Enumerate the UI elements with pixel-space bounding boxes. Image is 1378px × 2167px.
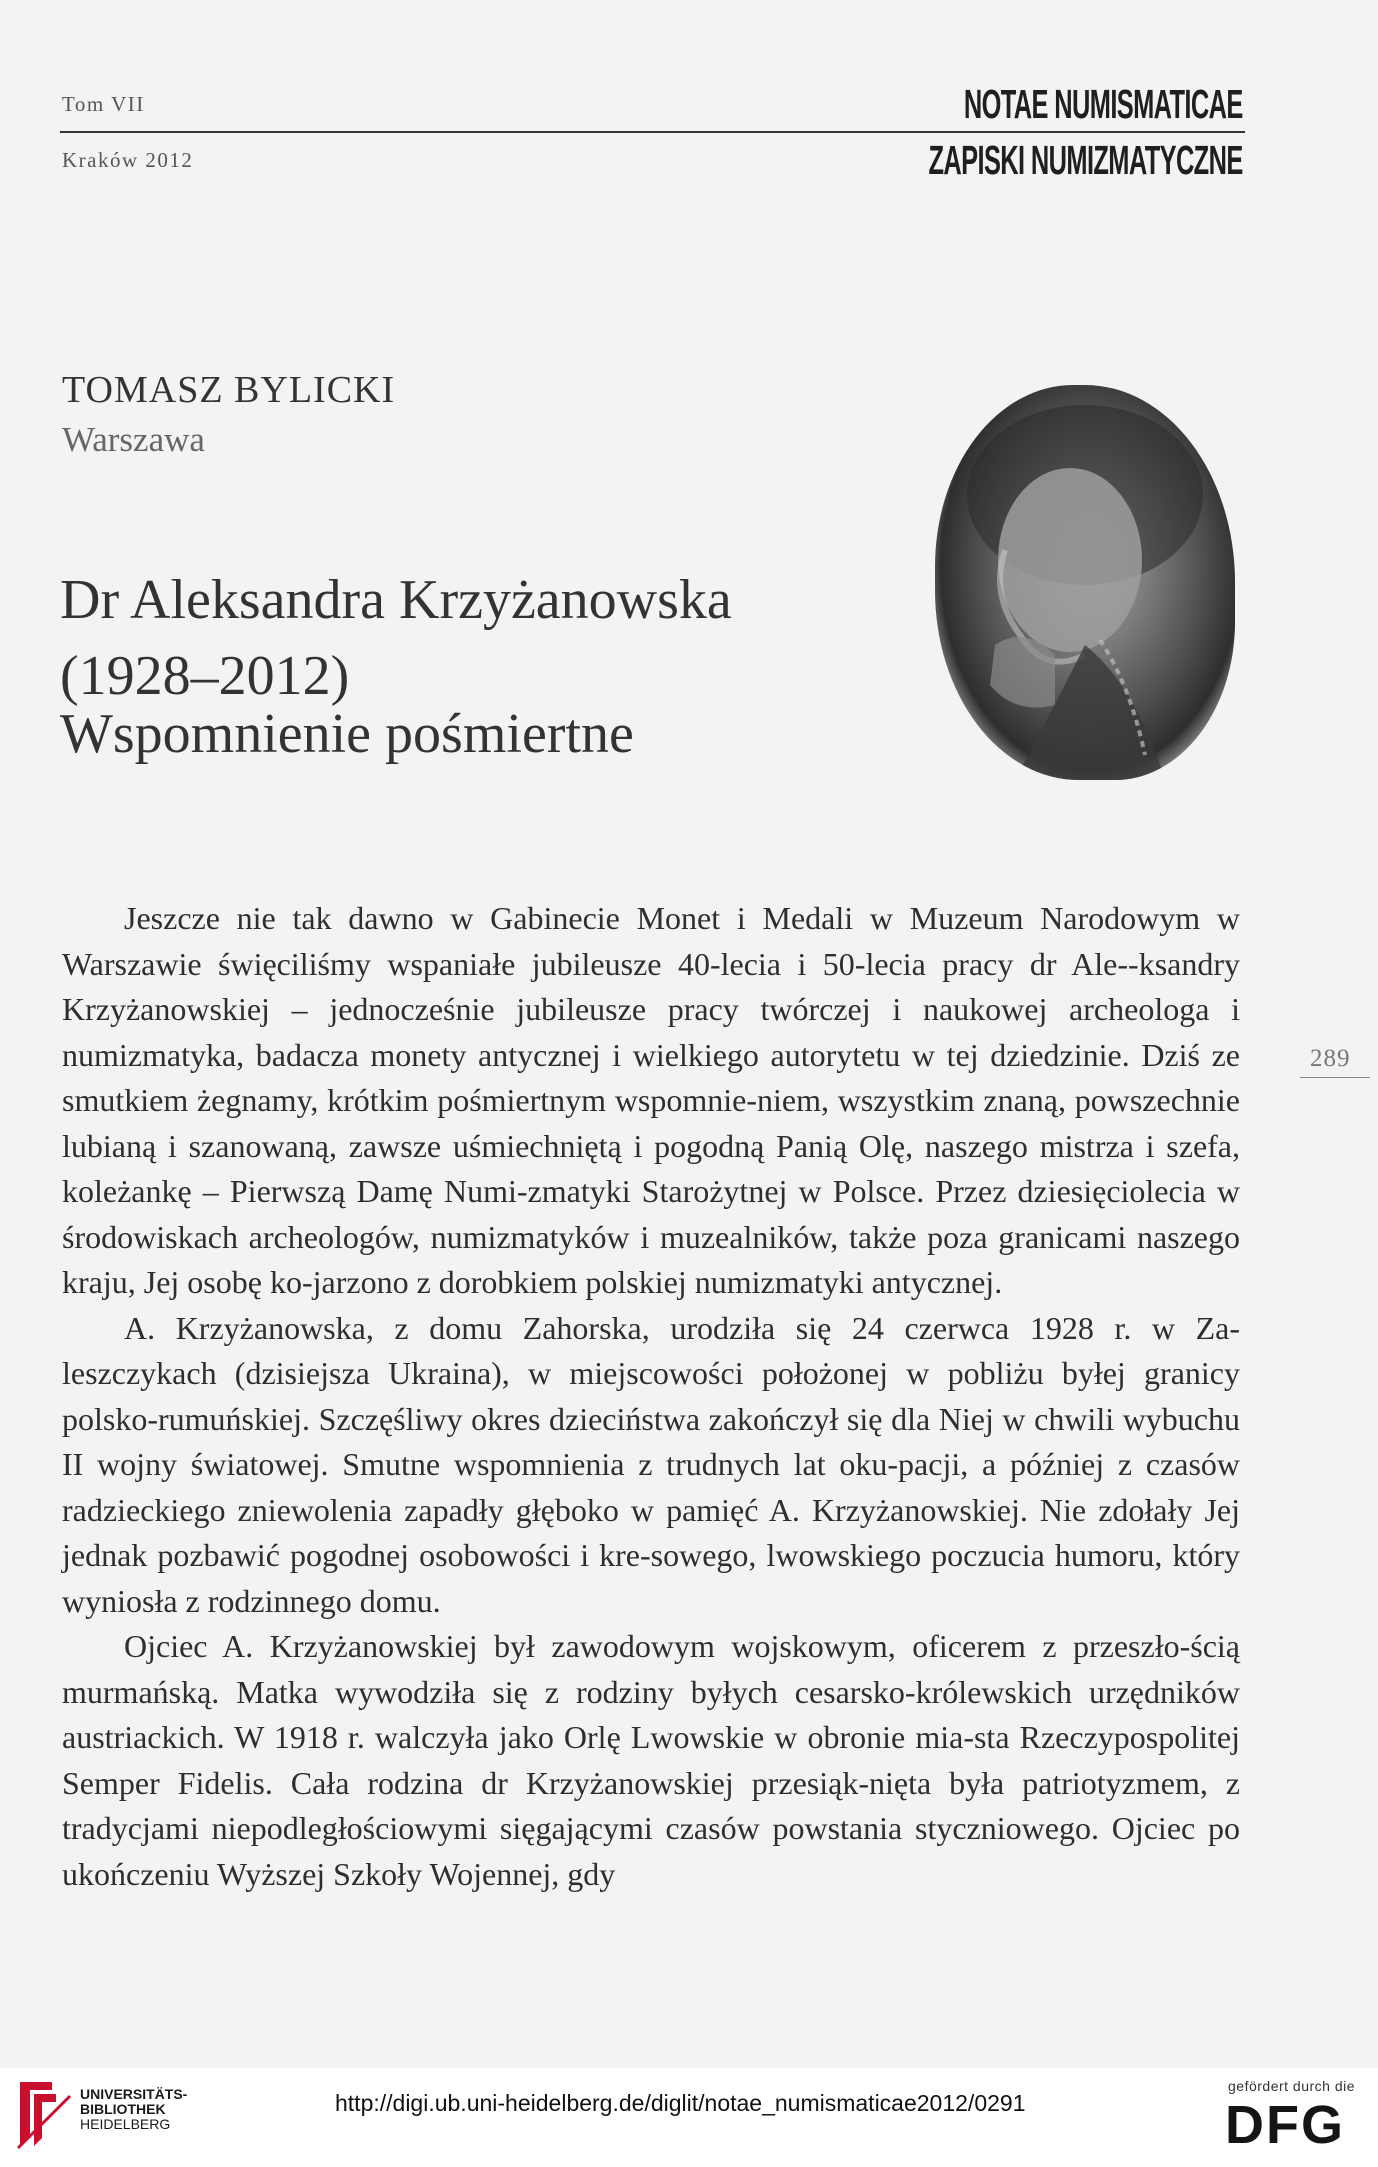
paragraph: Ojciec A. Krzyżanowskiej był zawodowym wojskowym, oficerem z przeszło-ścią murmańską. Matka wywodziła się z rodziny byłych cesarsko-królewskich urzędników austriackich. W 1918 r. walczyła jako Orlę Lwowskie w obronie mia-sta Rzeczypospolitej Semper Fidelis. Cała rodzina dr Krzyżanowskiej przesiąk-nięta była patriotyzmem, z tradycjami niepodległościowymi sięgającymi czasów powstania styczniowego. Ojciec po ukończeniu Wyższej Szkoły Wojennej, gdy [62,1628,1240,1892]
journal-title: NOTAE NUMISMATICAE [964,81,1243,127]
page-number-rule [1300,1077,1370,1078]
author-place: Warszawa [62,420,205,459]
ub-heidelberg-logo-icon [12,2076,74,2154]
portrait-silhouette [935,385,1235,780]
library-line: UNIVERSITÄTS- [80,2086,188,2102]
footer-bar [0,2068,1378,2167]
funded-by-label: gefördert durch die [1228,2078,1356,2094]
article-body [62,896,1240,1897]
paragraph: Jeszcze nie tak dawno w Gabinecie Monet i Medali w Muzeum Narodowym w Warszawie święciliśmy wspaniałe jubileusze 40-lecia i 50-lecia pracy dr Ale--ksandry Krzyżanowskiej – jednocześnie jubileusze pracy twórczej i naukowej archeologa i numizmatyka, badacza monety antycznej i wielkiego autorytetu w tej dziedzinie. Dziś ze smutkiem żegnamy, krótkim pośmiertnym wspomnie-niem, wszystkim znaną, powszechnie lubianą i szanowaną, zawsze uśmiechniętą i pogodną Panią Olę, naszego mistrza i szefa, koleżankę – Pierwszą Damę Numi-zmatyki Starożytnej w Polsce. Przez dziesięciolecia w środowiskach archeologów, numizmatyków i muzealników, także poza granicami naszego kraju, Jej osobę ko-jarzono z dorobkiem polskiej numizmatyki antycznej. [62,900,1240,1300]
library-line: HEIDELBERG [80,2116,171,2132]
paragraph: A. Krzyżanowska, z domu Zahorska, urodziła się 24 czerwca 1928 r. w Za-leszczykach (dzisiejsza Ukraina), w miejscowości położonej w pobliżu byłej granicy polsko-rumuńskiej. Szczęśliwy okres dzieciństwa zakończył się dla Niej w chwili wybuchu II wojny światowej. Smutne wspomnienia z trudnych lat oku-pacji, a później z czasów radzieckiego zniewolenia zapadły głęboko w pamięć A. Krzyżanowskiej. Nie zdołały Jej jednak pozbawić pogodnej osobowości i kre-sowego, lwowskiego poczucia humoru, który wyniosła z rodzinnego domu. [62,1309,1240,1619]
article-title-line-3: Wspomnienie pośmiertne [60,703,634,765]
library-name [80,2087,187,2132]
library-line: BIBLIOTHEK [80,2101,166,2117]
journal-subtitle: ZAPISKI NUMIZMATYCZNE [928,137,1243,183]
page-number: 289 [1310,1045,1351,1072]
portrait-photo [935,385,1235,780]
source-url-link[interactable]: http://digi.ub.uni-heidelberg.de/diglit/notae_numismaticae2012/0291 [335,2090,1026,2116]
dfg-logo: DFG [1225,2095,1345,2155]
volume-label: Tom VII [62,92,145,116]
article-title-line-1: Dr Aleksandra Krzyżanowska [60,569,732,631]
place-year-label: Kraków 2012 [62,148,194,172]
article-title-line-2: (1928–2012) [60,645,350,707]
author-name: TOMASZ BYLICKI [62,369,396,411]
header-rule [60,131,1245,133]
